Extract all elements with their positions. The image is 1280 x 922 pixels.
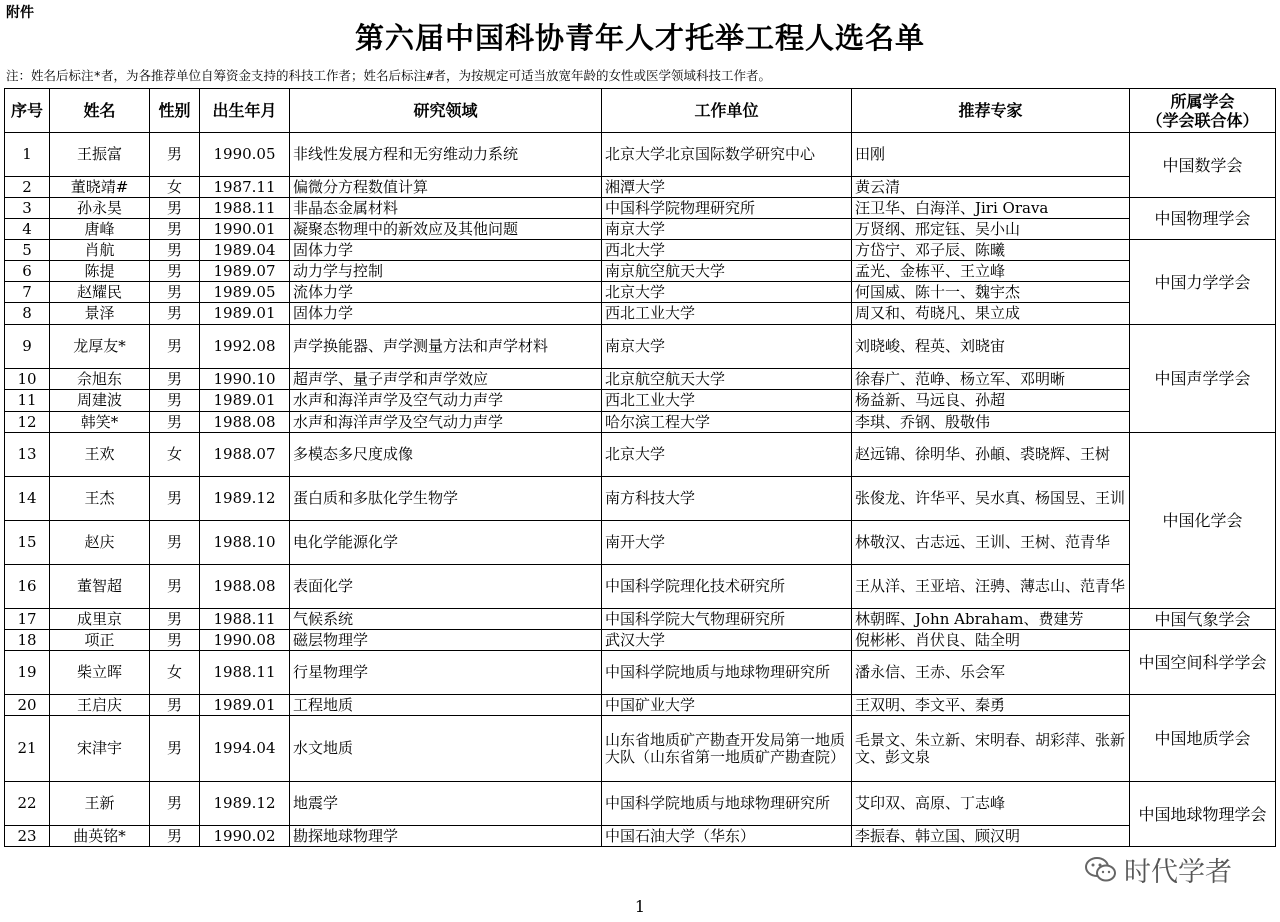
research-field: 非晶态金属材料 [290,198,602,219]
recommending-experts: 田刚 [852,133,1130,177]
row-no: 13 [5,433,50,477]
row-no: 15 [5,521,50,565]
recommending-experts: 李琪、乔钢、殷敬伟 [852,412,1130,433]
row-no: 16 [5,565,50,609]
table-row [5,565,1276,609]
page-number: 1 [634,897,646,916]
row-no: 11 [5,390,50,412]
person-name: 董智超 [50,565,150,609]
birth-date: 1988.08 [200,412,290,433]
research-field: 电化学能源化学 [290,521,602,565]
birth-date: 1989.05 [200,282,290,303]
research-field: 水声和海洋声学及空气动力声学 [290,412,602,433]
person-name: 韩笑* [50,412,150,433]
gender: 男 [150,133,200,177]
recommending-experts: 方岱宁、邓子辰、陈曦 [852,240,1130,261]
table-row [5,609,1276,630]
research-field: 非线性发展方程和无穷维动力系统 [290,133,602,177]
work-unit: 山东省地质矿产勘查开发局第一地质大队（山东省第一地质矿产勘查院） [602,716,852,782]
gender: 女 [150,177,200,198]
row-no: 1 [5,133,50,177]
person-name: 项正 [50,630,150,651]
person-name: 唐峰 [50,219,150,240]
birth-date: 1988.11 [200,609,290,630]
row-no: 17 [5,609,50,630]
birth-date: 1989.01 [200,303,290,325]
gender: 男 [150,240,200,261]
note-text: 注：姓名后标注*者，为各推荐单位自筹资金支持的科技工作者；姓名后标注#者，为按规定可适当放宽年龄的女性或医学领域科技工作者。 [6,68,772,83]
table-row [5,716,1276,782]
table-row [5,782,1276,826]
birth-date: 1988.10 [200,521,290,565]
row-no: 5 [5,240,50,261]
row-no: 8 [5,303,50,325]
row-no: 19 [5,651,50,695]
work-unit: 中国科学院大气物理研究所 [602,609,852,630]
recommending-experts: 艾印双、高原、丁志峰 [852,782,1130,826]
recommending-experts: 王从洋、王亚培、汪骋、薄志山、范青华 [852,565,1130,609]
work-unit: 北京大学北京国际数学研究中心 [602,133,852,177]
table-header-row [5,89,1276,133]
row-no: 9 [5,325,50,369]
table-row [5,133,1276,177]
gender: 男 [150,282,200,303]
col-header-gender: 性别 [150,89,200,133]
recommending-experts: 汪卫华、白海洋、Jiri Orava [852,198,1130,219]
gender: 男 [150,325,200,369]
work-unit: 西北工业大学 [602,390,852,412]
gender: 男 [150,261,200,282]
table-body [5,133,1276,847]
work-unit: 哈尔滨工程大学 [602,412,852,433]
research-field: 偏微分方程数值计算 [290,177,602,198]
work-unit: 北京大学 [602,282,852,303]
table-row [5,198,1276,219]
birth-date: 1988.11 [200,651,290,695]
person-name: 赵庆 [50,521,150,565]
research-field: 固体力学 [290,240,602,261]
society-cell: 中国数学会 [1130,133,1276,198]
person-name: 周建波 [50,390,150,412]
research-field: 工程地质 [290,695,602,716]
work-unit: 南京大学 [602,325,852,369]
person-name: 孙永昊 [50,198,150,219]
row-no: 22 [5,782,50,826]
watermark-text: 时代学者 [1124,857,1232,888]
row-no: 10 [5,369,50,390]
person-name: 王启庆 [50,695,150,716]
work-unit: 湘潭大学 [602,177,852,198]
society-cell: 中国地球物理学会 [1130,782,1276,847]
row-no: 3 [5,198,50,219]
research-field: 行星物理学 [290,651,602,695]
gender: 男 [150,477,200,521]
recommending-experts: 赵远锦、徐明华、孙頔、裘晓辉、王树 [852,433,1130,477]
row-no: 21 [5,716,50,782]
research-field: 流体力学 [290,282,602,303]
birth-date: 1989.07 [200,261,290,282]
birth-date: 1992.08 [200,325,290,369]
gender: 男 [150,695,200,716]
row-no: 12 [5,412,50,433]
person-name: 王欢 [50,433,150,477]
table-row [5,219,1276,240]
society-cell: 中国空间科学学会 [1130,630,1276,695]
work-unit: 武汉大学 [602,630,852,651]
recommending-experts: 杨益新、马远良、孙超 [852,390,1130,412]
work-unit: 中国科学院地质与地球物理研究所 [602,782,852,826]
gender: 男 [150,369,200,390]
recommending-experts: 刘晓峻、程英、刘晓宙 [852,325,1130,369]
work-unit: 中国科学院理化技术研究所 [602,565,852,609]
gender: 男 [150,390,200,412]
row-no: 7 [5,282,50,303]
gender: 男 [150,565,200,609]
row-no: 6 [5,261,50,282]
research-field: 动力学与控制 [290,261,602,282]
recommending-experts: 林敬汉、古志远、王训、王树、范青华 [852,521,1130,565]
person-name: 佘旭东 [50,369,150,390]
gender: 女 [150,651,200,695]
col-header-field: 研究领域 [290,89,602,133]
research-field: 磁层物理学 [290,630,602,651]
col-header-experts: 推荐专家 [852,89,1130,133]
birth-date: 1990.10 [200,369,290,390]
recommending-experts: 倪彬彬、肖伏良、陆全明 [852,630,1130,651]
row-no: 14 [5,477,50,521]
research-field: 勘探地球物理学 [290,826,602,847]
research-field: 水文地质 [290,716,602,782]
row-no: 2 [5,177,50,198]
society-cell: 中国物理学会 [1130,198,1276,240]
birth-date: 1990.08 [200,630,290,651]
recommending-experts: 孟光、金栋平、王立峰 [852,261,1130,282]
birth-date: 1989.01 [200,695,290,716]
research-field: 超声学、量子声学和声学效应 [290,369,602,390]
research-field: 表面化学 [290,565,602,609]
work-unit: 南开大学 [602,521,852,565]
recommending-experts: 黄云清 [852,177,1130,198]
gender: 男 [150,521,200,565]
col-header-birth: 出生年月 [200,89,290,133]
work-unit: 西北大学 [602,240,852,261]
row-no: 4 [5,219,50,240]
table-row [5,477,1276,521]
person-name: 董晓靖# [50,177,150,198]
gender: 男 [150,826,200,847]
recommending-experts: 林朝晖、John Abraham、费建芳 [852,609,1130,630]
wechat-icon [1084,855,1118,885]
recommending-experts: 徐春广、范峥、杨立军、邓明晰 [852,369,1130,390]
table-row [5,261,1276,282]
person-name: 景泽 [50,303,150,325]
person-name: 王振富 [50,133,150,177]
table-row [5,630,1276,651]
table-row [5,412,1276,433]
gender: 男 [150,198,200,219]
recommending-experts: 潘永信、王赤、乐会军 [852,651,1130,695]
table-row [5,282,1276,303]
research-field: 气候系统 [290,609,602,630]
work-unit: 南方科技大学 [602,477,852,521]
birth-date: 1987.11 [200,177,290,198]
roster-table [4,88,1276,847]
person-name: 柴立晖 [50,651,150,695]
table-row [5,240,1276,261]
table-row [5,521,1276,565]
research-field: 水声和海洋声学及空气动力声学 [290,390,602,412]
recommending-experts: 万贤纲、邢定钰、吴小山 [852,219,1130,240]
table-row [5,303,1276,325]
gender: 男 [150,219,200,240]
col-header-no: 序号 [5,89,50,133]
gender: 男 [150,716,200,782]
table-row [5,651,1276,695]
birth-date: 1989.01 [200,390,290,412]
recommending-experts: 张俊龙、许华平、吴水真、杨国昱、王训 [852,477,1130,521]
row-no: 18 [5,630,50,651]
recommending-experts: 周又和、苟晓凡、果立成 [852,303,1130,325]
gender: 男 [150,412,200,433]
person-name: 肖航 [50,240,150,261]
society-cell: 中国声学学会 [1130,325,1276,433]
work-unit: 南京大学 [602,219,852,240]
row-no: 23 [5,826,50,847]
birth-date: 1994.04 [200,716,290,782]
table-row [5,325,1276,369]
table-row [5,369,1276,390]
research-field: 地震学 [290,782,602,826]
col-header-society: 所属学会 （学会联合体） [1130,89,1276,133]
person-name: 赵耀民 [50,282,150,303]
attachment-label: 附件 [6,5,34,21]
gender: 女 [150,433,200,477]
birth-date: 1988.11 [200,198,290,219]
work-unit: 中国石油大学（华东） [602,826,852,847]
work-unit: 西北工业大学 [602,303,852,325]
person-name: 曲英铭* [50,826,150,847]
research-field: 蛋白质和多肽化学生物学 [290,477,602,521]
birth-date: 1988.08 [200,565,290,609]
page-title: 第六届中国科协青年人才托举工程人选名单 [354,21,925,55]
watermark [1080,848,1236,891]
person-name: 王杰 [50,477,150,521]
work-unit: 北京航空航天大学 [602,369,852,390]
col-header-unit: 工作单位 [602,89,852,133]
recommending-experts: 李振春、韩立国、顾汉明 [852,826,1130,847]
table-row [5,390,1276,412]
birth-date: 1989.12 [200,477,290,521]
table-row [5,826,1276,847]
person-name: 龙厚友* [50,325,150,369]
birth-date: 1989.04 [200,240,290,261]
recommending-experts: 王双明、李文平、秦勇 [852,695,1130,716]
person-name: 宋津宇 [50,716,150,782]
gender: 男 [150,782,200,826]
work-unit: 中国科学院地质与地球物理研究所 [602,651,852,695]
row-no: 20 [5,695,50,716]
research-field: 声学换能器、声学测量方法和声学材料 [290,325,602,369]
birth-date: 1989.12 [200,782,290,826]
birth-date: 1988.07 [200,433,290,477]
gender: 男 [150,609,200,630]
research-field: 固体力学 [290,303,602,325]
society-cell: 中国化学会 [1130,433,1276,609]
birth-date: 1990.02 [200,826,290,847]
work-unit: 中国矿业大学 [602,695,852,716]
society-cell: 中国地质学会 [1130,695,1276,782]
society-cell: 中国气象学会 [1130,609,1276,630]
society-cell: 中国力学学会 [1130,240,1276,325]
person-name: 王新 [50,782,150,826]
work-unit: 南京航空航天大学 [602,261,852,282]
person-name: 成里京 [50,609,150,630]
birth-date: 1990.05 [200,133,290,177]
col-header-name: 姓名 [50,89,150,133]
gender: 男 [150,303,200,325]
table-row [5,695,1276,716]
gender: 男 [150,630,200,651]
work-unit: 中国科学院物理研究所 [602,198,852,219]
work-unit: 北京大学 [602,433,852,477]
research-field: 凝聚态物理中的新效应及其他问题 [290,219,602,240]
birth-date: 1990.01 [200,219,290,240]
recommending-experts: 何国威、陈十一、魏宇杰 [852,282,1130,303]
table-row [5,177,1276,198]
research-field: 多模态多尺度成像 [290,433,602,477]
recommending-experts: 毛景文、朱立新、宋明春、胡彩萍、张新文、彭文泉 [852,716,1130,782]
person-name: 陈提 [50,261,150,282]
table-row [5,433,1276,477]
